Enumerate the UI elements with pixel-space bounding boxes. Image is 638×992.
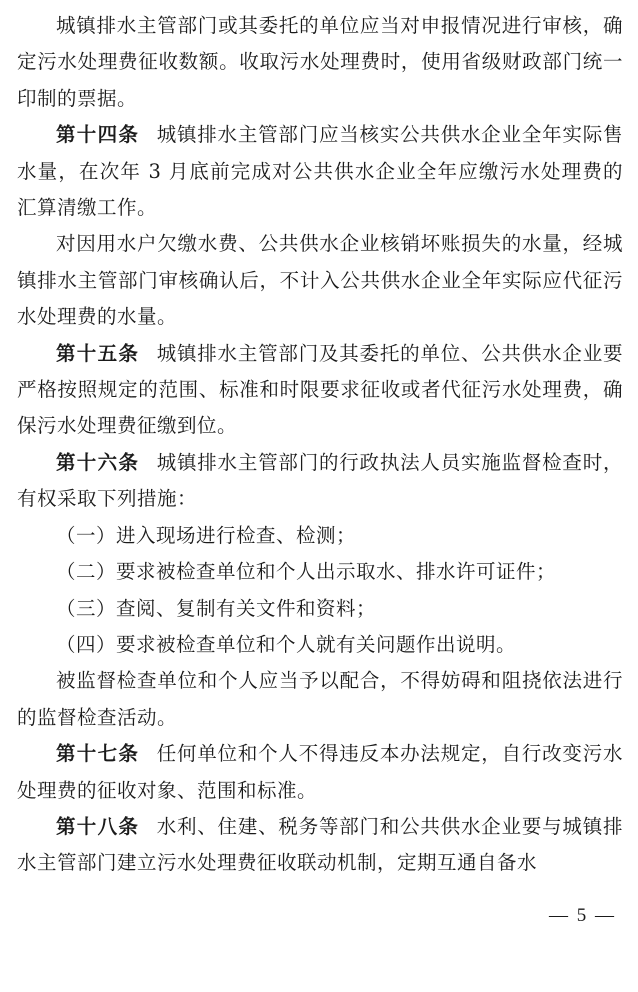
page-number: — 5 — bbox=[549, 905, 616, 926]
article-heading: 第十八条 bbox=[56, 814, 140, 838]
paragraph-article-18: 第十八条 水利、住建、税务等部门和公共供水企业要与城镇排水主管部门建立污水处理费征收联动机制，定期互通自备水 bbox=[17, 814, 623, 875]
list-item-3: （三）查阅、复制有关文件和资料； bbox=[56, 596, 377, 620]
paragraph-1: 城镇排水主管部门或其委托的单位应当对申报情况进行审核，确定污水处理费征收数额。收取污水处理费时，使用省级财政部门统一印制的票据。 bbox=[17, 14, 623, 110]
list-item-1: （一）进入现场进行检查、检测； bbox=[56, 523, 357, 547]
paragraph-article-15: 第十五条 城镇排水主管部门及其委托的单位、公共供水企业要严格按照规定的范围、标准和时限要求征收或者代征污水处理费，确保污水处理费征缴到位。 bbox=[17, 341, 623, 438]
article-heading: 第十五条 bbox=[56, 341, 140, 365]
article-heading: 第十四条 bbox=[56, 123, 140, 147]
body-text bbox=[17, 8, 623, 882]
paragraph-article-16: 第十六条 城镇排水主管部门的行政执法人员实施监督检查时，有权采取下列措施： bbox=[17, 450, 623, 511]
article-heading: 第十六条 bbox=[56, 450, 140, 474]
list-item-4: （四）要求被检查单位和个人就有关问题作出说明。 bbox=[56, 632, 517, 656]
article-heading: 第十七条 bbox=[56, 742, 140, 766]
paragraph-article-14: 第十四条 城镇排水主管部门应当核实公共供水企业全年实际售水量，在次年 3 月底前完成对公共供水企业全年应缴污水处理费的汇算清缴工作。 bbox=[17, 123, 623, 220]
paragraph-article-17: 第十七条 任何单位和个人不得违反本办法规定，自行改变污水处理费的征收对象、范围和标准。 bbox=[17, 742, 623, 802]
list-item-2: （二）要求被检查单位和个人出示取水、排水许可证件； bbox=[56, 560, 557, 584]
paragraph-3: 对因用水户欠缴水费、公共供水企业核销坏账损失的水量，经城镇排水主管部门审核确认后，不计入公共供水企业全年实际应代征污水处理费的水量。 bbox=[17, 232, 623, 329]
paragraph-10: 被监督检查单位和个人应当予以配合，不得妨碍和阻挠依法进行的监督检查活动。 bbox=[17, 669, 623, 729]
